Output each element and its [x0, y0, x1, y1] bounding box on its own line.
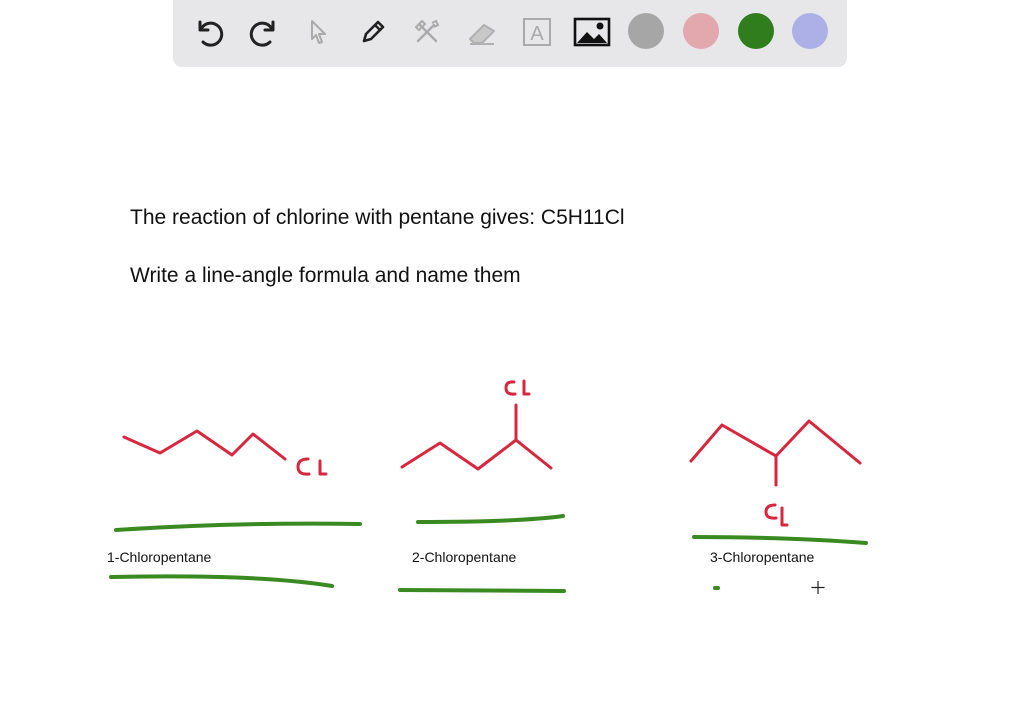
question-line-1: The reaction of chlorine with pentane gives: C5H11Cl — [130, 206, 625, 229]
red-ink-layer — [124, 381, 860, 525]
molecule-3-skeleton — [691, 421, 860, 485]
underline-1-bottom — [111, 576, 332, 586]
molecule-1-cl-label — [298, 459, 326, 474]
molecule-1-skeleton — [124, 431, 285, 459]
underline-3-top — [694, 537, 866, 543]
underline-2-top — [418, 516, 563, 522]
label-3-chloropentane: 3-Chloropentane — [710, 549, 815, 565]
label-1-chloropentane: 1-Chloropentane — [107, 549, 212, 565]
underline-1-top — [116, 524, 360, 530]
molecule-2-cl-label — [506, 381, 529, 394]
question-line-2: Write a line-angle formula and name them — [130, 264, 521, 287]
molecule-2-skeleton — [402, 405, 551, 469]
molecule-3-cl-label — [766, 505, 787, 525]
crosshair-cursor — [812, 581, 825, 594]
underline-2-bottom — [400, 590, 564, 591]
text-icon-glyph: A — [530, 23, 544, 45]
label-2-chloropentane: 2-Chloropentane — [412, 549, 517, 565]
